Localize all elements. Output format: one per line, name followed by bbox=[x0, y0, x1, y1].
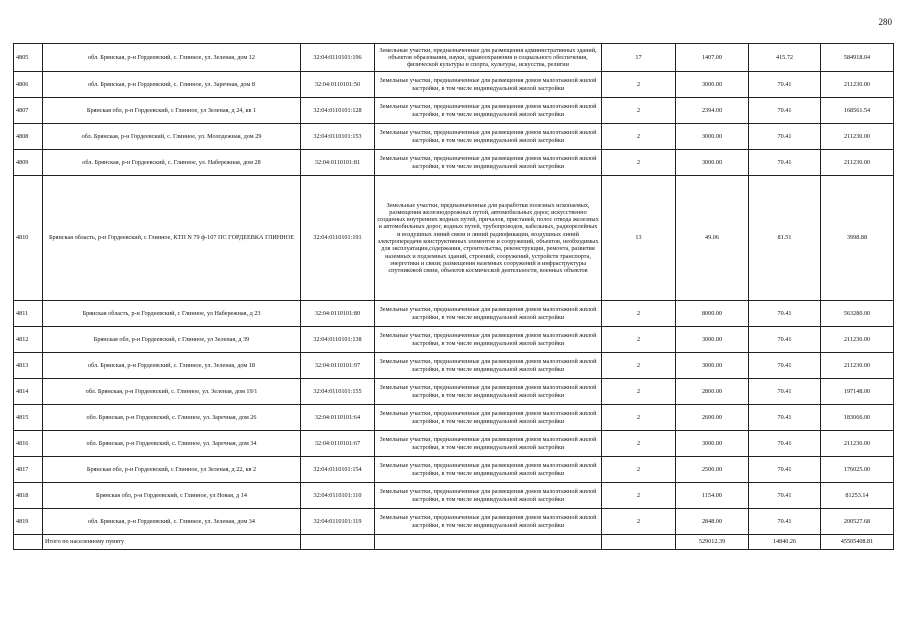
rate-value: 70.41 bbox=[749, 457, 821, 483]
cadastral-cost: 168561.54 bbox=[821, 98, 894, 124]
address-cell: обл. Брянская, р-н Гордеевский, с. Глинное, ул. Зеленая, дом 12 bbox=[43, 44, 301, 72]
cadastral-number: 32:04:0110101:64 bbox=[301, 405, 375, 431]
use-code: 2 bbox=[602, 457, 676, 483]
row-number: 4806 bbox=[14, 72, 43, 98]
rate-value: 70.41 bbox=[749, 509, 821, 535]
use-code: 2 bbox=[602, 353, 676, 379]
table-row bbox=[14, 379, 894, 405]
land-use-type: Земельные участки, предназначенные для размещения домов малоэтажной жилой застройки, в том числе индивидуальной жилой застройки bbox=[375, 509, 602, 535]
use-code: 2 bbox=[602, 72, 676, 98]
table-row bbox=[14, 509, 894, 535]
rate-value: 415.72 bbox=[749, 44, 821, 72]
row-number: 4807 bbox=[14, 98, 43, 124]
address-cell: Брянская обл, р-н Гордеевский, с Глинное, ул Новая, д 14 bbox=[43, 483, 301, 509]
cadastral-number: 32:04:0110101:138 bbox=[301, 327, 375, 353]
area-value: 2600.00 bbox=[676, 405, 749, 431]
use-code: 2 bbox=[602, 301, 676, 327]
row-number: 4809 bbox=[14, 150, 43, 176]
use-code: 2 bbox=[602, 483, 676, 509]
cadastral-cost: 211230.00 bbox=[821, 124, 894, 150]
cadastral-number: 32:04:0110101:119 bbox=[301, 509, 375, 535]
cadastral-number: 32:04:0110101:50 bbox=[301, 72, 375, 98]
address-cell: обл. Брянская, р-н Гордеевский, с. Глинное, ул. Набережная, дом 28 bbox=[43, 150, 301, 176]
total-cost: 45505408.81 bbox=[821, 535, 894, 550]
land-use-type: Земельные участки, предназначенные для размещения домов малоэтажной жилой застройки, в том числе индивидуальной жилой застройки bbox=[375, 431, 602, 457]
land-use-type: Земельные участки, предназначенные для размещения домов малоэтажной жилой застройки, в том числе индивидуальной жилой застройки bbox=[375, 301, 602, 327]
rate-value: 81.51 bbox=[749, 176, 821, 301]
cadastral-cost: 211230.00 bbox=[821, 353, 894, 379]
cadastral-cost: 211230.00 bbox=[821, 72, 894, 98]
cadastral-cost: 197148.00 bbox=[821, 379, 894, 405]
area-value: 3000.00 bbox=[676, 353, 749, 379]
cadastral-number: 32:04:0110101:97 bbox=[301, 353, 375, 379]
rate-value: 70.41 bbox=[749, 150, 821, 176]
cadastral-cost: 3998.88 bbox=[821, 176, 894, 301]
cadastral-number: 32:04:0110101:191 bbox=[301, 176, 375, 301]
total-code-cell bbox=[602, 535, 676, 550]
cadastral-number: 32:04:0110101:67 bbox=[301, 431, 375, 457]
table-row bbox=[14, 176, 894, 301]
use-code: 17 bbox=[602, 44, 676, 72]
cadastral-cost: 176025.00 bbox=[821, 457, 894, 483]
row-number: 4818 bbox=[14, 483, 43, 509]
address-cell: обл. Брянская, р-н Гордеевский, с. Глинное, ул. Заречная, дом 8 bbox=[43, 72, 301, 98]
table-row bbox=[14, 44, 894, 72]
row-number: 4808 bbox=[14, 124, 43, 150]
rate-value: 70.41 bbox=[749, 353, 821, 379]
address-cell: Брянская обл, р-н Гордеевский, с Глинное, ул Зеленая, д 22, кв 2 bbox=[43, 457, 301, 483]
row-number: 4811 bbox=[14, 301, 43, 327]
land-use-type: Земельные участки, предназначенные для размещения домов малоэтажной жилой застройки, в том числе индивидуальной жилой застройки bbox=[375, 98, 602, 124]
row-number: 4813 bbox=[14, 353, 43, 379]
address-cell: Брянская обл, р-н Гордеевский, с Глинное, ул Зеленая, д 39 bbox=[43, 327, 301, 353]
area-value: 8000.00 bbox=[676, 301, 749, 327]
land-registry-table bbox=[13, 43, 894, 550]
cadastral-cost: 183066.00 bbox=[821, 405, 894, 431]
table-row bbox=[14, 405, 894, 431]
table-row bbox=[14, 98, 894, 124]
land-use-type: Земельные участки, предназначенные для размещения домов малоэтажной жилой застройки, в том числе индивидуальной жилой застройки bbox=[375, 124, 602, 150]
use-code: 2 bbox=[602, 124, 676, 150]
address-cell: обл. Брянская, р-н Гордеевский, с. Глинное, ул. Зеленая, дом 34 bbox=[43, 509, 301, 535]
total-label: Итого по населенному пункту bbox=[43, 535, 301, 550]
use-code: 2 bbox=[602, 405, 676, 431]
use-code: 2 bbox=[602, 431, 676, 457]
cadastral-cost: 584918.04 bbox=[821, 44, 894, 72]
table-row bbox=[14, 431, 894, 457]
total-row bbox=[14, 535, 894, 550]
row-number: 4805 bbox=[14, 44, 43, 72]
land-use-type: Земельные участки, предназначенные для разработки полезных ископаемых, размещения железнодорожных путей, автомобильных дорог, искусственно созданных внутренних водных путей, причалов, пристаней, полос отвода железных и автомобильных дорог, водных путей, трубопроводов, кабельных, радиорелейных и воздушных линий связи и линий радиофикации, воздушных линий электропередачи конструктивных элементов и сооружений, объектов, необходимых для эксплуатации,содержания, строительства, реконструкции, ремонта, развития наземных и подземных зданий, строений, сооружений, устройств транспорта, энергетики и связи; размещения наземных сооружений и инфраструктуры спутниковой связи, объектов космической деятельности, военных объектов bbox=[375, 176, 602, 301]
area-value: 2800.00 bbox=[676, 379, 749, 405]
use-code: 13 bbox=[602, 176, 676, 301]
address-cell: обл. Брянская, р-н Гордеевский, с. Глинное, ул. Заречная, дом 34 bbox=[43, 431, 301, 457]
area-value: 2394.00 bbox=[676, 98, 749, 124]
area-value: 3000.00 bbox=[676, 431, 749, 457]
land-use-type: Земельные участки, предназначенные для размещения домов малоэтажной жилой застройки, в том числе индивидуальной жилой застройки bbox=[375, 72, 602, 98]
cadastral-cost: 211230.00 bbox=[821, 431, 894, 457]
table-row bbox=[14, 327, 894, 353]
row-number: 4816 bbox=[14, 431, 43, 457]
address-cell: обл. Брянская, р-н Гордеевский, с. Глинное, ул. Заречная, дом 26 bbox=[43, 405, 301, 431]
land-use-type: Земельные участки, предназначенные для размещения домов малоэтажной жилой застройки, в том числе индивидуальной жилой застройки bbox=[375, 405, 602, 431]
cadastral-number: 32:04:0110101:128 bbox=[301, 98, 375, 124]
cadastral-number: 32:04:0110101:110 bbox=[301, 483, 375, 509]
address-cell: Брянская область, р-н Гордеевский, с Глинное, КТП N 79 ф-107 ПС ГОРДЕЕВКА ГЛИННОЕ bbox=[43, 176, 301, 301]
area-value: 2848.00 bbox=[676, 509, 749, 535]
total-area: 529012.39 bbox=[676, 535, 749, 550]
land-use-type: Земельные участки, предназначенные для размещения домов малоэтажной жилой застройки, в том числе индивидуальной жилой застройки bbox=[375, 327, 602, 353]
cadastral-cost: 81253.14 bbox=[821, 483, 894, 509]
rate-value: 70.41 bbox=[749, 405, 821, 431]
area-value: 3000.00 bbox=[676, 72, 749, 98]
area-value: 1154.00 bbox=[676, 483, 749, 509]
land-use-type: Земельные участки, предназначенные для размещения домов малоэтажной жилой застройки, в том числе индивидуальной жилой застройки bbox=[375, 353, 602, 379]
area-value: 49.06 bbox=[676, 176, 749, 301]
address-cell: Брянская область, р-н Гордеевский, с Глинное, ул Набережная, д 23 bbox=[43, 301, 301, 327]
row-number: 4810 bbox=[14, 176, 43, 301]
use-code: 2 bbox=[602, 327, 676, 353]
use-code: 2 bbox=[602, 509, 676, 535]
area-value: 3000.00 bbox=[676, 327, 749, 353]
land-use-type: Земельные участки, предназначенные для размещения домов малоэтажной жилой застройки, в том числе индивидуальной жилой застройки bbox=[375, 150, 602, 176]
rate-value: 70.41 bbox=[749, 72, 821, 98]
rate-value: 70.41 bbox=[749, 301, 821, 327]
table-row bbox=[14, 457, 894, 483]
use-code: 2 bbox=[602, 98, 676, 124]
cadastral-cost: 211230.00 bbox=[821, 150, 894, 176]
total-num-cell bbox=[14, 535, 43, 550]
cadastral-number: 32:04:0110101:196 bbox=[301, 44, 375, 72]
land-use-type: Земельные участки, предназначенные для размещения домов малоэтажной жилой застройки, в том числе индивидуальной жилой застройки bbox=[375, 457, 602, 483]
total-cadastral-cell bbox=[301, 535, 375, 550]
address-cell: обл. Брянская, р-н Гордеевский, с. Глинное, ул. Зеленая, дом 18 bbox=[43, 353, 301, 379]
table-row bbox=[14, 150, 894, 176]
area-value: 3000.00 bbox=[676, 150, 749, 176]
row-number: 4819 bbox=[14, 509, 43, 535]
row-number: 4814 bbox=[14, 379, 43, 405]
rate-value: 70.41 bbox=[749, 98, 821, 124]
table-row bbox=[14, 72, 894, 98]
cadastral-number: 32:04:0110101:155 bbox=[301, 379, 375, 405]
area-value: 3000.00 bbox=[676, 124, 749, 150]
table-row bbox=[14, 483, 894, 509]
total-use-cell bbox=[375, 535, 602, 550]
area-value: 1407.00 bbox=[676, 44, 749, 72]
cadastral-cost: 200527.68 bbox=[821, 509, 894, 535]
rate-value: 70.41 bbox=[749, 483, 821, 509]
row-number: 4815 bbox=[14, 405, 43, 431]
row-number: 4817 bbox=[14, 457, 43, 483]
cadastral-number: 32:04:0110101:153 bbox=[301, 124, 375, 150]
table-row bbox=[14, 301, 894, 327]
land-use-type: Земельные участки, предназначенные для размещения домов малоэтажной жилой застройки, в том числе индивидуальной жилой застройки bbox=[375, 483, 602, 509]
rate-value: 70.41 bbox=[749, 431, 821, 457]
cadastral-cost: 563280.00 bbox=[821, 301, 894, 327]
address-cell: обл. Брянская, р-н Гордеевский, с. Глинное, ул. Зеленая, дом 19/1 bbox=[43, 379, 301, 405]
use-code: 2 bbox=[602, 379, 676, 405]
address-cell: Брянская обл, р-н Гордеевский, с Глинное, ул Зеленая, д 24, кв 1 bbox=[43, 98, 301, 124]
table-row bbox=[14, 124, 894, 150]
row-number: 4812 bbox=[14, 327, 43, 353]
total-rate: 14840.26 bbox=[749, 535, 821, 550]
rate-value: 70.41 bbox=[749, 379, 821, 405]
cadastral-number: 32:04:0110101:80 bbox=[301, 301, 375, 327]
area-value: 2500.00 bbox=[676, 457, 749, 483]
table-body bbox=[14, 44, 894, 535]
table-row bbox=[14, 353, 894, 379]
cadastral-cost: 211230.00 bbox=[821, 327, 894, 353]
cadastral-number: 32:04:0110101:81 bbox=[301, 150, 375, 176]
land-use-type: Земельные участки, предназначенные для размещения домов малоэтажной жилой застройки, в том числе индивидуальной жилой застройки bbox=[375, 379, 602, 405]
use-code: 2 bbox=[602, 150, 676, 176]
page-number: 280 bbox=[878, 17, 892, 27]
rate-value: 70.41 bbox=[749, 124, 821, 150]
land-use-type: Земельные участки, предназначенные для размещения административных зданий, объектов образования, науки, здравоохранения и социального обеспечения, физической культуры и спорта, культуры, искусства, религии bbox=[375, 44, 602, 72]
cadastral-number: 32:04:0110101:154 bbox=[301, 457, 375, 483]
address-cell: обл. Брянская, р-н Гордеевский, с. Глинное, ул. Молодежная, дом 29 bbox=[43, 124, 301, 150]
rate-value: 70.41 bbox=[749, 327, 821, 353]
